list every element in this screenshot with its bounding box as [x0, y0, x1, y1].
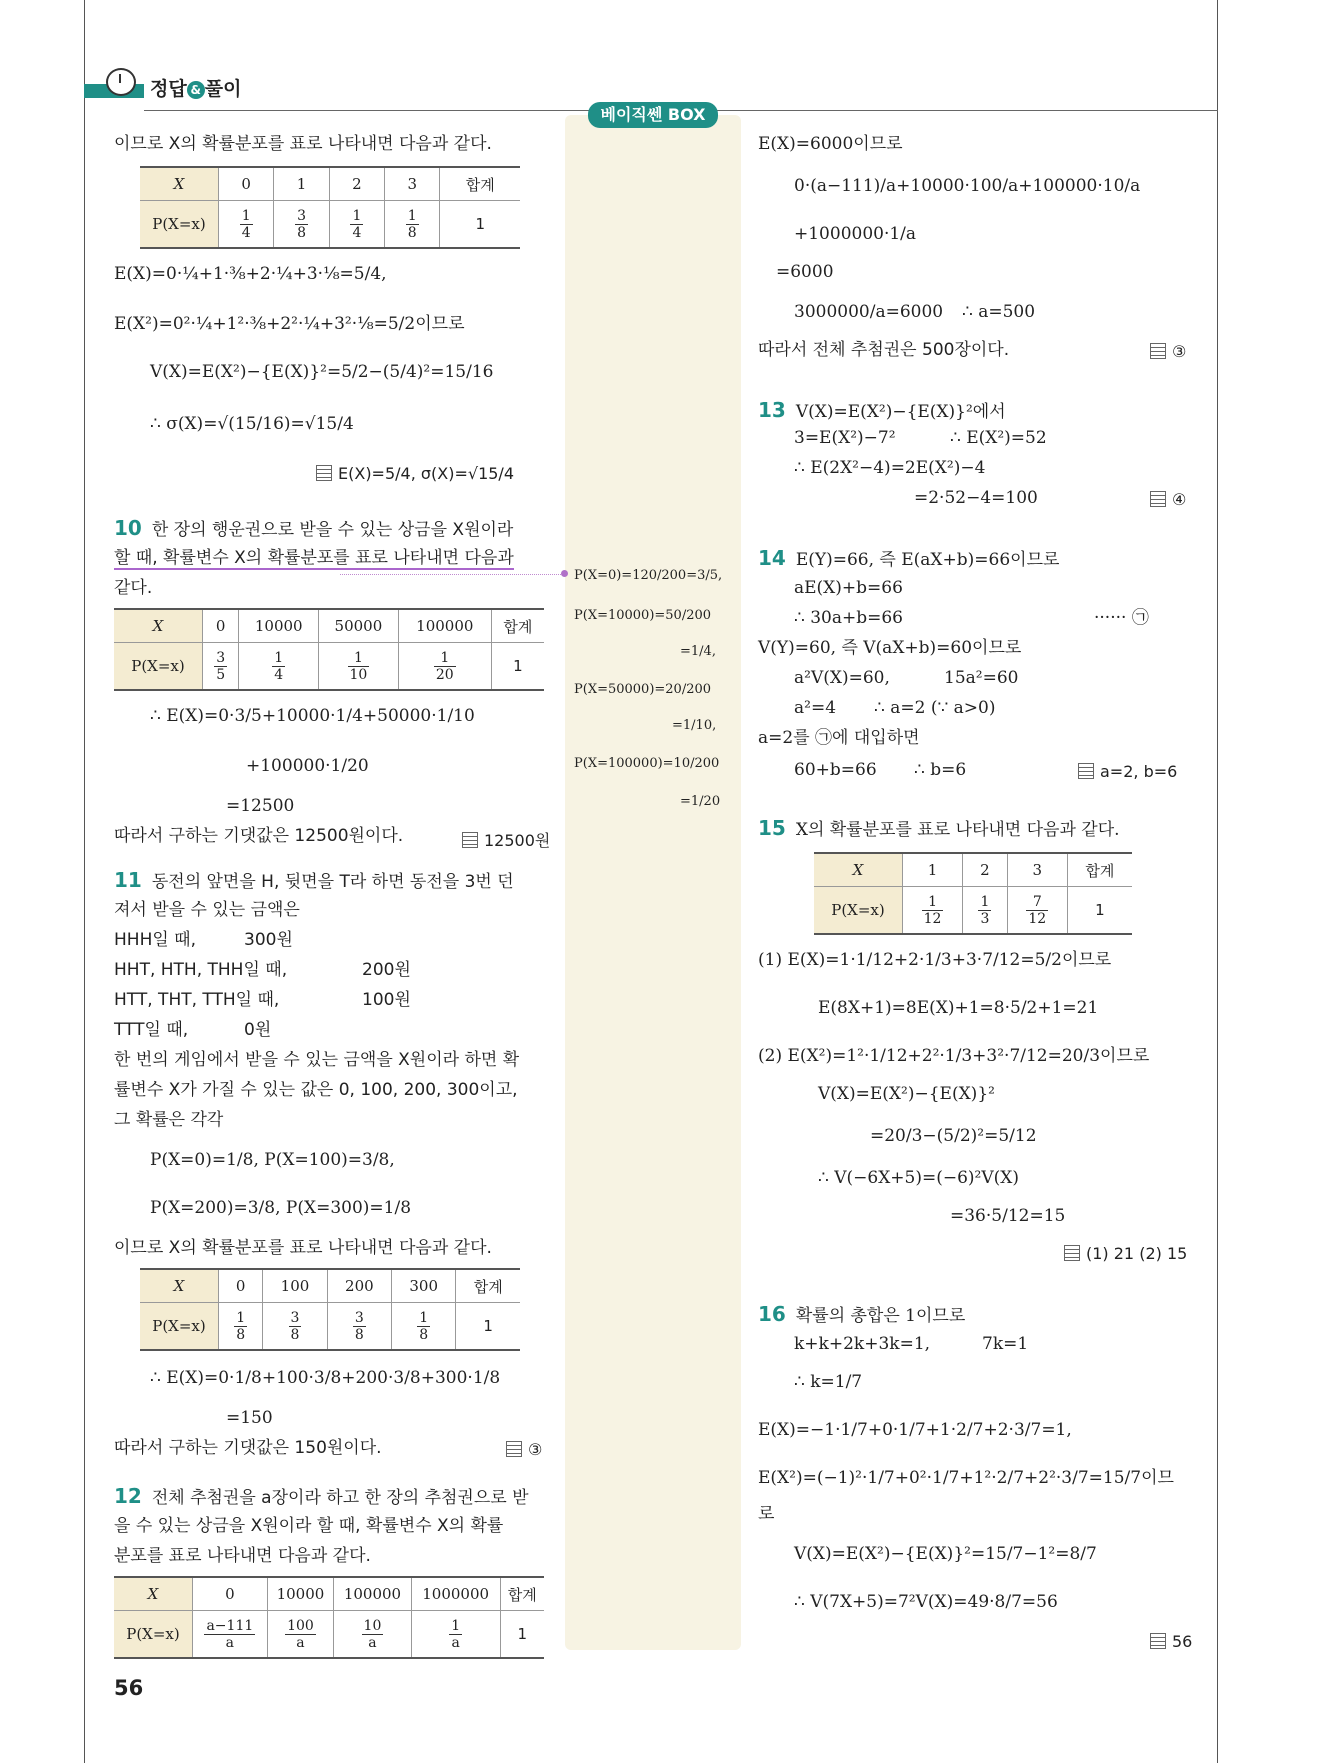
fraction: $\frac{1}{4}$: [352, 207, 362, 241]
intro-text: 이므로 X의 확률분포를 표로 나타내면 다음과 같다.: [114, 134, 492, 154]
title-part-b: 풀이: [204, 78, 242, 100]
equation: V(X)=E(X²)−{E(X)}²: [818, 1084, 995, 1104]
equation: ∴ b=6: [914, 760, 967, 780]
box-connector-dot: [561, 570, 568, 577]
problem-11-line: 률변수 X가 가질 수 있는 값은 0, 100, 200, 300이고,: [114, 1080, 518, 1100]
equation: E(X)=0·¼+1·⅜+2·¼+3·⅛=5/4,: [114, 264, 387, 284]
section-title: [150, 74, 241, 101]
case-value: 200원: [362, 960, 411, 980]
case-value: 100원: [362, 990, 411, 1010]
problem-number: 11: [114, 868, 142, 892]
fraction: $\frac{3}{5}$: [216, 649, 226, 683]
box-equation: P(X=100000)=10/200: [574, 756, 720, 771]
fraction: $\frac{1}{12}$: [923, 893, 942, 927]
equation: (1) E(X)=1·1/12+2·1/3+3·7/12=5/2이므로: [758, 950, 1112, 970]
box-connector-line: [340, 574, 565, 575]
equation: ∴ E(2X²−4)=2E(X²)−4: [794, 458, 986, 478]
problem-14-line: 14 E(Y)=66, 즉 E(aX+b)=66이므로: [758, 546, 1060, 570]
box-equation: =1/20: [680, 794, 721, 809]
answer-icon: [1078, 763, 1094, 779]
equation: =36·5/12=15: [950, 1206, 1066, 1226]
answer-9: E(X)=5/4, σ(X)=√15/4: [316, 464, 514, 483]
equation: ∴ E(X)=0·1/8+100·3/8+200·3/8+300·1/8: [150, 1368, 501, 1388]
equation: P(X=0)=1/8, P(X=100)=3/8,: [150, 1150, 395, 1170]
table-header-cell: 0: [193, 1577, 268, 1611]
case-line: HHH일 때,: [114, 930, 197, 950]
equation: +100000·1/20: [246, 756, 369, 776]
fraction: $\frac{3}{8}$: [290, 1309, 300, 1343]
equation: P(X=200)=3/8, P(X=300)=1/8: [150, 1198, 412, 1218]
table-header-cell: 2: [329, 167, 384, 201]
fraction: $\frac{1}{8}$: [236, 1309, 246, 1343]
table-header-cell: 10000: [267, 1577, 333, 1611]
fraction: $\frac{3}{8}$: [297, 207, 306, 241]
fraction: $\frac{100}{a}$: [287, 1617, 314, 1651]
table-sum-cell: 1: [491, 643, 544, 691]
problem-11-line: 11 동전의 앞면을 H, 뒷면을 T라 하면 동전을 3번 던: [114, 868, 514, 892]
equation: =12500: [226, 796, 295, 816]
problem-number: 16: [758, 1302, 786, 1326]
problem-11-line: 이므로 X의 확률분포를 표로 나타내면 다음과 같다.: [114, 1238, 492, 1258]
equation: a²=4: [794, 698, 837, 718]
table-header-cell: 3: [1007, 853, 1067, 887]
problem-10-line: 같다.: [114, 578, 153, 598]
equation: V(Y)=60, 즉 V(aX+b)=60이므로: [758, 638, 1022, 658]
problem-12-line: 12 전체 추첨권을 a장이라 하고 한 장의 추첨권으로 받: [114, 1484, 529, 1508]
table-header-cell: 1000000: [411, 1577, 500, 1611]
table-header-cell: 10000: [239, 609, 319, 643]
fraction: $\frac{3}{8}$: [354, 1309, 364, 1343]
table-row-label: P(X=x): [114, 643, 203, 691]
box-equation: P(X=50000)=20/200: [574, 682, 712, 697]
problem-15-line: 15 X의 확률분포를 표로 나타내면 다음과 같다.: [758, 816, 1120, 840]
table-header-cell: 0: [219, 167, 274, 201]
fraction: $\frac{7}{12}$: [1028, 893, 1047, 927]
equation: =2·52−4=100: [914, 488, 1038, 508]
answer-11: ③: [506, 1440, 542, 1459]
box-equation: P(X=10000)=50/200: [574, 608, 712, 623]
table-sum-cell: 1: [456, 1303, 520, 1351]
fraction: $\frac{10}{a}$: [363, 1617, 382, 1651]
table-header-cell: 1: [274, 167, 329, 201]
problem-11-line: 한 번의 게임에서 받을 수 있는 금액을 X원이라 하면 확: [114, 1050, 520, 1070]
table-header-cell: 1: [903, 853, 963, 887]
answer-14: a=2, b=6: [1078, 762, 1177, 781]
answer-13: ④: [1150, 490, 1186, 509]
table-header-cell: 100000: [398, 609, 491, 643]
equation: 로: [758, 1504, 775, 1524]
equation: (2) E(X²)=1²·1/12+2²·1/3+3²·7/12=20/3이므로: [758, 1046, 1150, 1066]
basic-box-column: [565, 115, 741, 1650]
equation: ∴ 30a+b=66: [794, 608, 903, 628]
equation: E(8X+1)=8E(X)+1=8·5/2+1=21: [818, 998, 1099, 1018]
equation: =6000: [776, 262, 834, 282]
problem-11-line: 그 확률은 각각: [114, 1110, 224, 1130]
ampersand-badge: &: [187, 81, 205, 99]
fraction: $\frac{1}{20}$: [435, 649, 454, 683]
equation: ∴ V(−6X+5)=(−6)²V(X): [818, 1168, 1020, 1188]
fraction: $\frac{1}{8}$: [419, 1309, 429, 1343]
table-header-cell: 0: [219, 1269, 263, 1303]
table-sum-cell: 1: [440, 201, 520, 249]
table-header-cell: 50000: [319, 609, 399, 643]
equation: ∴ k=1/7: [794, 1372, 863, 1392]
equation: +1000000·1/a: [794, 224, 917, 244]
case-value: 300원: [244, 930, 293, 950]
problem-12-line: 을 수 있는 상금을 X원이라 할 때, 확률변수 X의 확률: [114, 1516, 504, 1536]
table-header-cell: 300: [392, 1269, 456, 1303]
equation: E(X²)=0²·¼+1²·⅜+2²·¼+3²·⅛=5/2이므로: [114, 314, 465, 334]
fraction: $\frac{1}{a}$: [451, 1617, 461, 1651]
equation: ∴ a=2 (∵ a>0): [874, 698, 996, 718]
equation: ∴ σ(X)=√(15/16)=√15/4: [150, 414, 354, 434]
basic-box-label: 베이직쎈 BOX: [588, 102, 718, 128]
distribution-table-9: [140, 166, 520, 249]
case-line: HTT, THT, TTH일 때,: [114, 990, 280, 1010]
equation: 60+b=66: [794, 760, 877, 780]
fraction: $\frac{1}{8}$: [407, 207, 417, 241]
equation: V(X)=E(X²)−{E(X)}²=15/7−1²=8/7: [794, 1544, 1097, 1564]
table-header-cell: X: [140, 167, 219, 201]
answer-icon: [1064, 1245, 1080, 1261]
table-row-label: P(X=x): [140, 201, 219, 249]
equation: ∴ E(X)=0·3/5+10000·1/4+50000·1/10: [150, 706, 475, 726]
box-equation: =1/10,: [672, 718, 717, 733]
problem-number: 15: [758, 816, 786, 840]
table-header-cell: X: [814, 853, 903, 887]
page-number: 56: [114, 1676, 144, 1700]
fraction: $\frac{1}{10}$: [349, 649, 368, 683]
fraction: $\frac{1}{4}$: [274, 649, 284, 683]
table-header-cell: 합계: [1067, 853, 1132, 887]
table-header-cell: 합계: [456, 1269, 520, 1303]
box-equation: P(X=0)=120/200=3/5,: [574, 568, 723, 583]
table-header-cell: X: [140, 1269, 219, 1303]
title-part-a: 정답: [150, 78, 187, 100]
fraction: $\frac{1}{3}$: [980, 893, 990, 927]
problem-number: 10: [114, 516, 142, 540]
table-sum-cell: 1: [1067, 887, 1132, 935]
problem-13-line: 13 V(X)=E(X²)−{E(X)}²에서: [758, 398, 1006, 422]
answer-12: ③: [1150, 342, 1186, 361]
equation: 3000000/a=6000: [794, 302, 944, 322]
answer-16: 56: [1150, 1632, 1192, 1651]
table-header-cell: 2: [963, 853, 1008, 887]
equation-tag: ······ ㉠: [1094, 608, 1149, 628]
table-row-label: P(X=x): [140, 1303, 219, 1351]
table-sum-cell: 1: [500, 1611, 544, 1659]
distribution-table-10: [114, 608, 544, 691]
answer-icon: [506, 1441, 522, 1457]
distribution-table-12: [114, 1576, 544, 1659]
case-value: 0원: [244, 1020, 272, 1040]
equation: =20/3−(5/2)²=5/12: [870, 1126, 1037, 1146]
equation: 3=E(X²)−7²: [794, 428, 896, 448]
equation: 15a²=60: [944, 668, 1019, 688]
answer-10: 12500원: [462, 828, 550, 851]
equation: ∴ a=500: [962, 302, 1036, 322]
answer-icon: [1150, 1633, 1166, 1649]
case-line: HHT, HTH, THH일 때,: [114, 960, 288, 980]
equation: aE(X)+b=66: [794, 578, 903, 598]
distribution-table-15: [814, 852, 1132, 935]
answer-icon: [462, 832, 478, 848]
problem-10-line: 할 때, 확률변수 X의 확률분포를 표로 나타내면 다음과: [114, 548, 514, 568]
equation: 0·(a−111)/a+10000·100/a+100000·10/a: [794, 176, 1141, 196]
table-header-cell: 합계: [440, 167, 520, 201]
equation: ∴ E(X²)=52: [950, 428, 1047, 448]
equation: a²V(X)=60,: [794, 668, 890, 688]
equation: 7k=1: [982, 1334, 1029, 1354]
answer-icon: [316, 465, 332, 481]
table-header-cell: 100000: [334, 1577, 412, 1611]
conclusion-text: 따라서 구하는 기댓값은 12500원이다.: [114, 826, 404, 846]
problem-number: 13: [758, 398, 786, 422]
equation: V(X)=E(X²)−{E(X)}²=5/2−(5/4)²=15/16: [150, 362, 494, 382]
problem-12-line: 분포를 표로 나타내면 다음과 같다.: [114, 1546, 371, 1566]
fraction: $\frac{1}{4}$: [241, 207, 251, 241]
problem-number: 12: [114, 1484, 142, 1508]
distribution-table-11: [140, 1268, 520, 1351]
answer-icon: [1150, 491, 1166, 507]
problem-number: 14: [758, 546, 786, 570]
table-header-cell: 3: [385, 167, 440, 201]
table-header-cell: 합계: [500, 1577, 544, 1611]
conclusion-text: 따라서 전체 추첨권은 500장이다.: [758, 340, 1010, 360]
problem-11-line: 져서 받을 수 있는 금액은: [114, 900, 300, 920]
table-row-label: P(X=x): [114, 1611, 193, 1659]
equation: ∴ V(7X+5)=7²V(X)=49·8/7=56: [794, 1592, 1058, 1612]
table-header-cell: 200: [327, 1269, 391, 1303]
table-header-cell: 합계: [491, 609, 544, 643]
fraction: $\frac{a-111}{a}$: [206, 1617, 254, 1651]
equation: k+k+2k+3k=1,: [794, 1334, 931, 1354]
equation: E(X)=−1·1/7+0·1/7+1·2/7+2·3/7=1,: [758, 1420, 1072, 1440]
equation: =150: [226, 1408, 273, 1428]
problem-16-line: 16 확률의 총합은 1이므로: [758, 1302, 966, 1326]
table-header-cell: X: [114, 609, 203, 643]
conclusion-text: 따라서 구하는 기댓값은 150원이다.: [114, 1438, 382, 1458]
table-header-cell: 100: [263, 1269, 327, 1303]
table-row-label: P(X=x): [814, 887, 903, 935]
clock-icon: [106, 68, 136, 96]
answer-icon: [1150, 343, 1166, 359]
problem-10-line: 10 한 장의 행운권으로 받을 수 있는 상금을 X원이라: [114, 516, 514, 540]
equation: a=2를 ㉠에 대입하면: [758, 728, 920, 748]
table-header-cell: X: [114, 1577, 193, 1611]
answer-15: (1) 21 (2) 15: [1064, 1244, 1187, 1263]
table-header-cell: 0: [203, 609, 239, 643]
equation: E(X)=6000이므로: [758, 134, 903, 154]
equation: E(X²)=(−1)²·1/7+0²·1/7+1²·2/7+2²·3/7=15/7이므: [758, 1468, 1174, 1488]
case-line: TTT일 때,: [114, 1020, 189, 1040]
box-equation: =1/4,: [680, 644, 716, 659]
